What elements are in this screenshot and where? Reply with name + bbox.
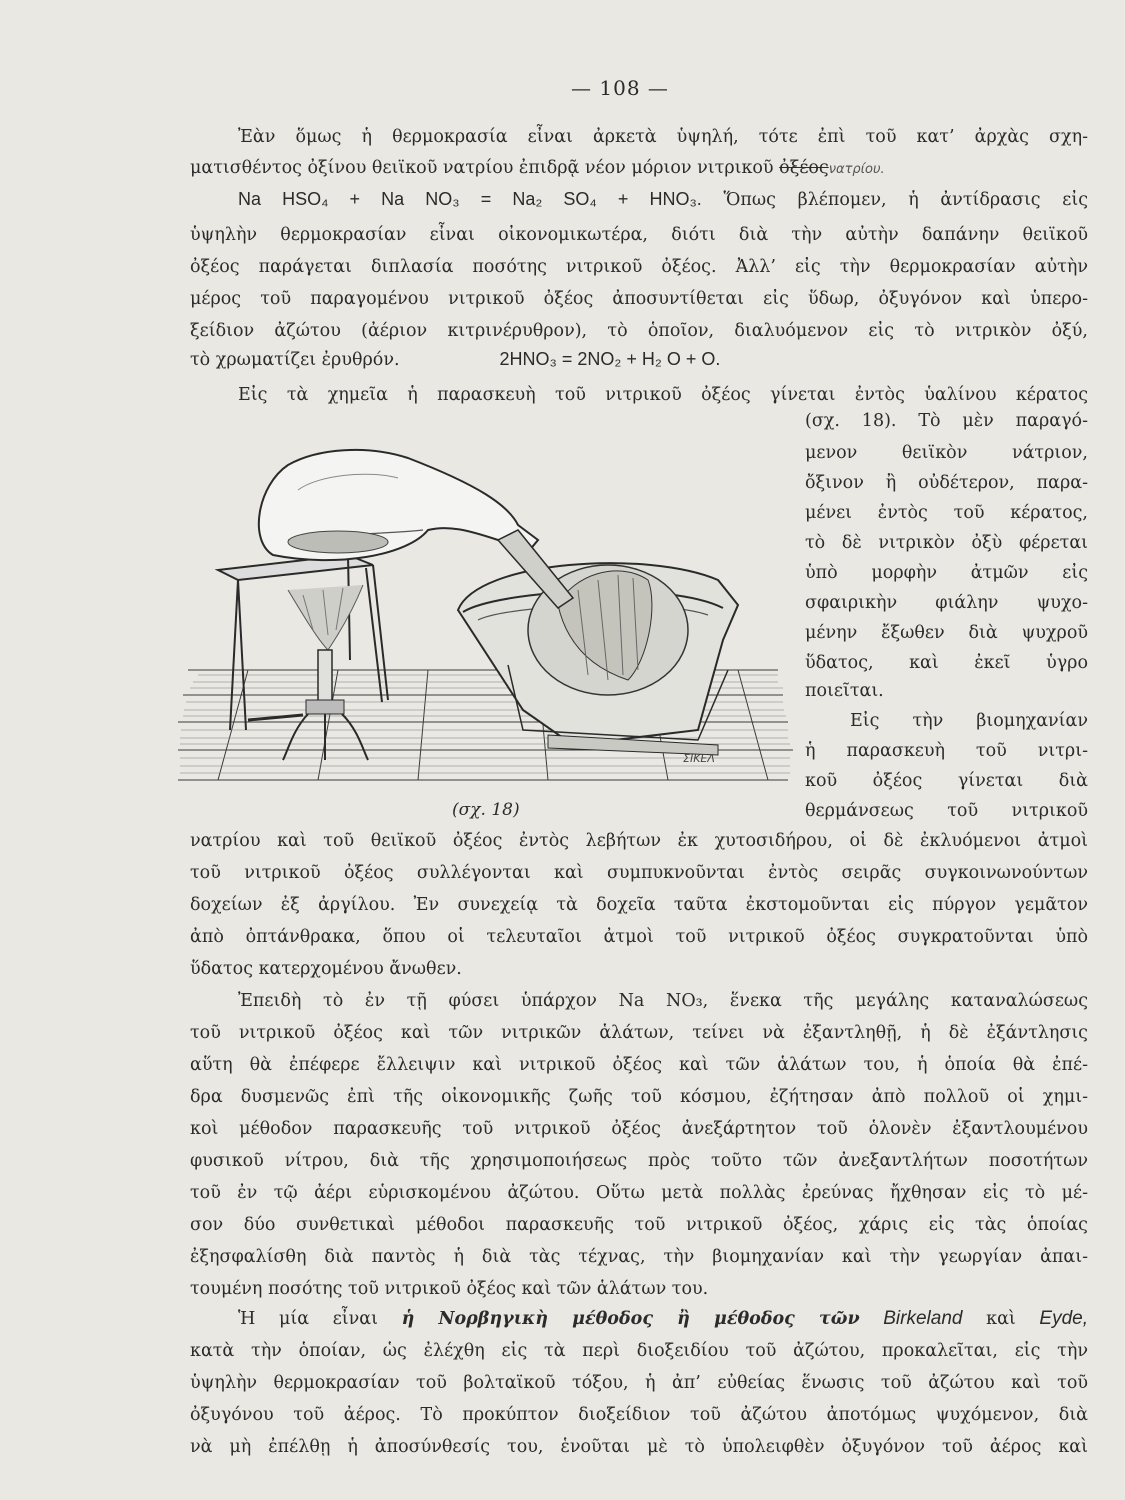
text-line: φυσικοῦ νίτρου, διὰ τῆς χρησιμοποιήσεως πρὸς τοῦτο τῶν ἀνεξαντλήτων ποσοτήτων (190, 1151, 1088, 1171)
column-line: τὸ δὲ νιτρικὸν ὀξὺ φέρεται (805, 533, 1088, 553)
column-line: μένει ἐντὸς τοῦ κέρατος, (805, 503, 1088, 523)
engraver-signature: ΣΙΚΕΛ (683, 752, 715, 765)
text-line (190, 157, 1088, 181)
text-line: Ἐπειδὴ τὸ ἐν τῇ φύσει ὑπάρχον Na NO₃, ἕνεκα τῆς μεγάλης καταναλώσεως (238, 991, 1088, 1011)
method-title: ἡ Νορβηγικὴ μέθοδος ἢ μέθοδος τῶν (401, 1309, 860, 1329)
text-line: τουμένη ποσότης τοῦ νιτρικοῦ ὀξέος καὶ τῶν ἁλάτων του. (190, 1279, 709, 1299)
column-line: σφαιρικὴν φιάλην ψυχο- (805, 593, 1088, 613)
chemical-equation: Na HSO₄ + Na NO₃ = Na₂ SO₄ + HNO₃. (238, 189, 702, 209)
text-line: ἐξησφαλίσθη διὰ παντὸς ἡ διὰ τὰς τέχνας, τὴν βιομηχανίαν καὶ τὴν γεωργίαν ἀπαι- (190, 1247, 1088, 1267)
text-line: αὕτη θὰ ἐπέφερε ἔλλειψιν καὶ νιτρικοῦ ὀξέος καὶ τῶν ἁλάτων του, ἡ ὁποία θὰ ἐπέ- (190, 1055, 1088, 1075)
text-fragment: καὶ (986, 1309, 1016, 1329)
text-line: τοῦ ἐν τῷ ἀέρι εὑρισκομένου ἀζώτου. Οὕτω μετὰ πολλὰς ἐρεύνας ἤχθησαν εἰς τὸ μέ- (190, 1183, 1088, 1203)
author-name: Birkeland (883, 1308, 963, 1329)
page-number: — 108 — (571, 76, 669, 100)
retort-apparatus-figure (178, 430, 798, 800)
flame-and-burner (248, 585, 368, 760)
text-line: Εἰς τὰ χημεῖα ἡ παρασκευὴ τοῦ νιτρικοῦ ὀξέος γίνεται ἐντὸς ὑαλίνου κέρατος (238, 385, 1088, 405)
text-line: δοχείων ἐξ ἀργίλου. Ἐν συνεχείᾳ τὰ δοχεῖα ταῦτα ἐκστομοῦνται εἰς πύργον γεμᾶτον (190, 895, 1088, 915)
column-line: μένην ἔξωθεν διὰ ψυχροῦ (805, 623, 1088, 643)
column-line: μενον θειϊκὸν νάτριον, (805, 443, 1088, 463)
text-fragment: τὸ χρωματίζει ἐρυθρόν. (190, 350, 400, 370)
text-line: ὕδατος κατερχομένου ἄνωθεν. (190, 959, 462, 979)
column-line: ὄξινον ἢ οὐδέτερον, παρα- (805, 473, 1088, 493)
text-line: ὀξέος παράγεται διπλασία ποσότης νιτρικοῦ ὀξέος. Ἀλλ’ εἰς τὴν θερμοκρασίαν αὐτὴν (190, 257, 1088, 277)
reaction-line (238, 188, 1088, 211)
handwritten-correction: νατρίου. (828, 162, 885, 177)
text-line: νατρίου καὶ τοῦ θειϊκοῦ ὀξέος ἐντὸς λεβήτων ἐκ χυτοσιδήρου, οἱ δὲ ἐκλυόμενοι ἀτμοὶ (190, 831, 1088, 851)
text-line: μέρος τοῦ παραγομένου νιτρικοῦ ὀξέος ἀποσυντίθεται εἰς ὕδωρ, ὀξυγόνον καὶ ὑπερο- (190, 289, 1088, 309)
text-line: σον δύο συνθετικαὶ μέθοδοι παρασκευῆς τοῦ νιτρικοῦ ὀξέος, χάρις εἰς τὰς ὁποίας (190, 1215, 1088, 1235)
author-name: Eyde, (1039, 1308, 1088, 1329)
text-fragment: ματισθέντος ὀξίνου θειϊκοῦ νατρίου ἐπιδρᾷ νέον μόριον νιτρικοῦ (190, 158, 774, 178)
column-line: ὕδατος, καὶ ἐκεῖ ὑγρο (805, 653, 1088, 673)
receiver-basin (458, 530, 738, 755)
text-line: Ἐὰν ὅμως ἡ θερμοκρασία εἶναι ἀρκετὰ ὑψηλή, τότε ἐπὶ τοῦ κατ’ ἀρχὰς σχη- (238, 127, 1088, 147)
text-line: ὀξυγόνου τοῦ ἀέρος. Τὸ προκύπτον διοξείδιον τοῦ ἀζώτου ἀποτόμως ψυχόμενον, διὰ (190, 1405, 1088, 1425)
struck-word: ὀξέος (779, 158, 829, 178)
text-line: κατὰ τὴν ὁποίαν, ὡς ἐλέχθη εἰς τὰ περὶ διοξειδίου τοῦ ἀζώτου, προκαλεῖται, εἰς τὴν (190, 1341, 1088, 1361)
figure-caption: (σχ. 18) (452, 800, 520, 820)
text-line: τοῦ νιτρικοῦ ὀξέος καὶ τῶν νιτρικῶν ἁλάτων, τείνει νὰ ἐξαντληθῇ, ἡ δὲ ἐξάντλησις (190, 1023, 1088, 1043)
text-line: δρα δυσμενῶς ἐπὶ τῆς οἰκονομικῆς ζωῆς τοῦ κόσμου, ἐζήτησαν ἀπὸ πολλοῦ οἱ χημι- (190, 1087, 1088, 1107)
text-line: ξείδιον ἀζώτου (ἀέριον κιτρινέρυθρον), τὸ ὁποῖον, διαλυόμενον εἰς τὸ νιτρικὸν ὀξύ, (190, 321, 1088, 341)
text-line: τοῦ νιτρικοῦ ὀξέος συλλέγονται καὶ συμπυκνοῦνται ἐντὸς σειρᾶς συγκοινωνούντων (190, 863, 1088, 883)
text-line (238, 1308, 1088, 1330)
text-line: νὰ μὴ ἐπέλθῃ ἡ ἀποσύνθεσίς του, ἑνοῦται μὲ τὸ ὑπολειφθὲν ὀξυγόνον τοῦ ἀέρος καὶ (190, 1437, 1088, 1457)
text-line: ὑψηλὴν θερμοκρασίαν τοῦ βολταϊκοῦ τόξου, ἡ ἀπ’ εὐθείας ἕνωσις τοῦ ἀζώτου καὶ τοῦ (190, 1373, 1088, 1393)
column-line: ὑπὸ μορφὴν ἀτμῶν εἰς (805, 563, 1088, 583)
text-fragment: Ὅπως βλέπομεν, ἡ ἀντίδρασις εἰς (723, 190, 1088, 210)
reaction-line (190, 348, 1088, 371)
text-line: κοὶ μέθοδον παρασκευῆς τοῦ νιτρικοῦ ὀξέος ἀνεξάρτητον τοῦ ὁλονὲν ἐξαντλουμένου (190, 1119, 1088, 1139)
text-line: ἀπὸ ὀπτάνθρακα, ὅπου οἱ τελευταῖοι ἀτμοὶ τοῦ νιτρικοῦ ὀξέος συγκρατοῦνται ὑπὸ (190, 927, 1088, 947)
retort-flask (259, 450, 538, 560)
column-line: (σχ. 18). Τὸ μὲν παραγό- (805, 411, 1088, 431)
column-line: κοῦ ὀξέος γίνεται διὰ (805, 771, 1088, 791)
column-line: θερμάνσεως τοῦ νιτρικοῦ (805, 801, 1088, 821)
chemical-equation: 2HNO₃ = 2NO₂ + H₂ O + O. (499, 349, 721, 369)
column-line: ποιεῖται. (805, 681, 884, 701)
tripod-stand (218, 555, 388, 730)
text-line: ὑψηλὴν θερμοκρασίαν εἶναι οἰκονομικωτέρα, διότι διὰ τὴν αὐτὴν δαπάνην θειϊκοῦ (190, 225, 1088, 245)
column-line: Εἰς τὴν βιομηχανίαν (850, 711, 1088, 731)
column-line: ἡ παρασκευὴ τοῦ νιτρι- (805, 741, 1088, 761)
text-fragment: Ἡ μία εἶναι (238, 1309, 378, 1329)
